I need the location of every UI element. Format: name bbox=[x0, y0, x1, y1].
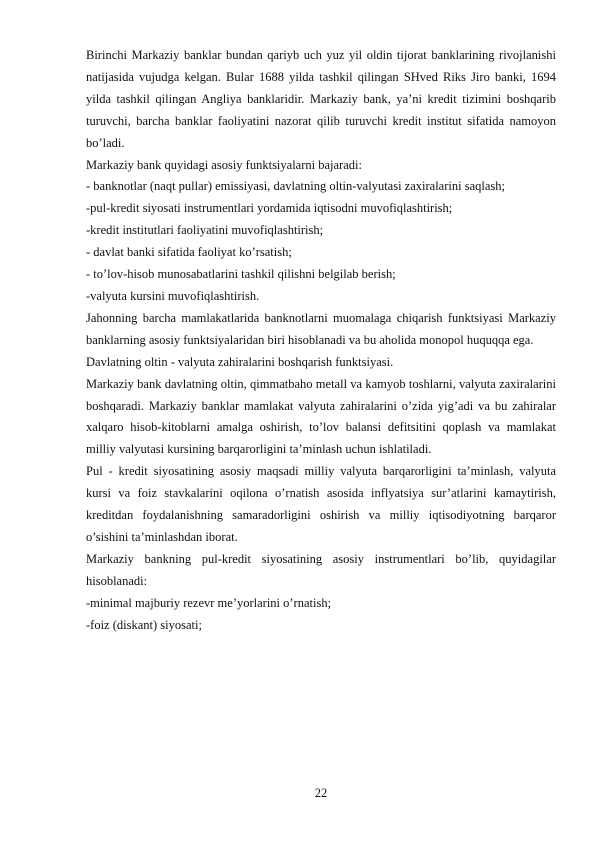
list-item-monetary-policy: -pul-kredit siyosati instrumentlari yordamida iqtisodni muvofiqlashtirish; bbox=[86, 201, 453, 216]
paragraph-reserves-management: Markaziy bank davlatning oltin, qimmatbaho metall va kamyob toshlarni, valyuta zaxiralarini boshqaradi. Markaziy banklar mamlakat valyuta zahiralarini o’zida yig’adi va bu zahiralar xalqaro hisob-kitoblarni amalga oshirish, to’lov balansi defitsitini qoplash va mamlakat milliy valyutasi kursining barqarorligini ta’minlash uchun ishlatiladi. bbox=[86, 376, 556, 457]
page-body bbox=[86, 45, 556, 636]
paragraph-central-bank-history: Birinchi Markaziy banklar bundan qariyb uch yuz yil oldin tijorat banklarining rivojlanishi natijasida vujudga kelgan. Bular 1688 yilda tashkil qilingan SHved Riks Jiro banki, 1694 yilda tashkil qilingan Angliya banklaridir. Markaziy bank, ya’ni kredit tizimini boshqarib turuvchi, barcha banklar faoliyatini nazorat qilib turuvchi kredit institut sifatida namoyon bo’ladi. bbox=[86, 48, 556, 150]
list-item-reserve-requirements: -minimal majburiy rezevr me’yorlarini o’rnatish; bbox=[86, 595, 332, 610]
paragraph-instruments-intro: Markaziy bankning pul-kredit siyosatining asosiy instrumentlari bo’lib, quyidagilar hisoblanadi: bbox=[86, 551, 556, 588]
list-item-exchange-rate: -valyuta kursini muvofiqlashtirish. bbox=[86, 288, 260, 303]
list-item-payments: - to’lov-hisob munosabatlarini tashkil qilishni belgilab berish; bbox=[86, 267, 396, 282]
paragraph-functions-intro: Markaziy bank quyidagi asosiy funktsiyalarni bajaradi: bbox=[86, 157, 362, 172]
paragraph-reserves-heading: Davlatning oltin - valyuta zahiralarini boshqarish funktsiyasi. bbox=[86, 354, 394, 369]
list-item-state-bank: - davlat banki sifatida faoliyat ko’rsatish; bbox=[86, 245, 292, 260]
list-item-credit-institutions: -kredit institutlari faoliyatini muvofiqlashtirish; bbox=[86, 223, 324, 238]
paragraph-banknote-issuance: Jahonning barcha mamlakatlarida banknotlarni muomalaga chiqarish funktsiyasi Markaziy banklarning asosiy funktsiyalaridan biri hisoblanadi va bu aholida monopol huquqqa ega. bbox=[86, 310, 556, 347]
page-number: 22 bbox=[314, 786, 328, 800]
list-item-discount-policy: -foiz (diskant) siyosati; bbox=[86, 617, 202, 632]
paragraph-monetary-policy-goal: Pul - kredit siyosatining asosiy maqsadi milliy valyuta barqarorligini ta’minlash, valyuta kursi va foiz stavkalarini oqilona o’rnatish asosida inflyatsiya sur’atlarini kamaytirish, kreditdan foydalanishning samaradorligini oshirish va milliy iqtisodiyotning barqaror o’sishini ta’minlashdan iborat. bbox=[86, 464, 556, 544]
list-item-emission: - banknotlar (naqt pullar) emissiyasi, davlatning oltin-valyutasi zaxiralarini saqlash; bbox=[86, 179, 505, 194]
